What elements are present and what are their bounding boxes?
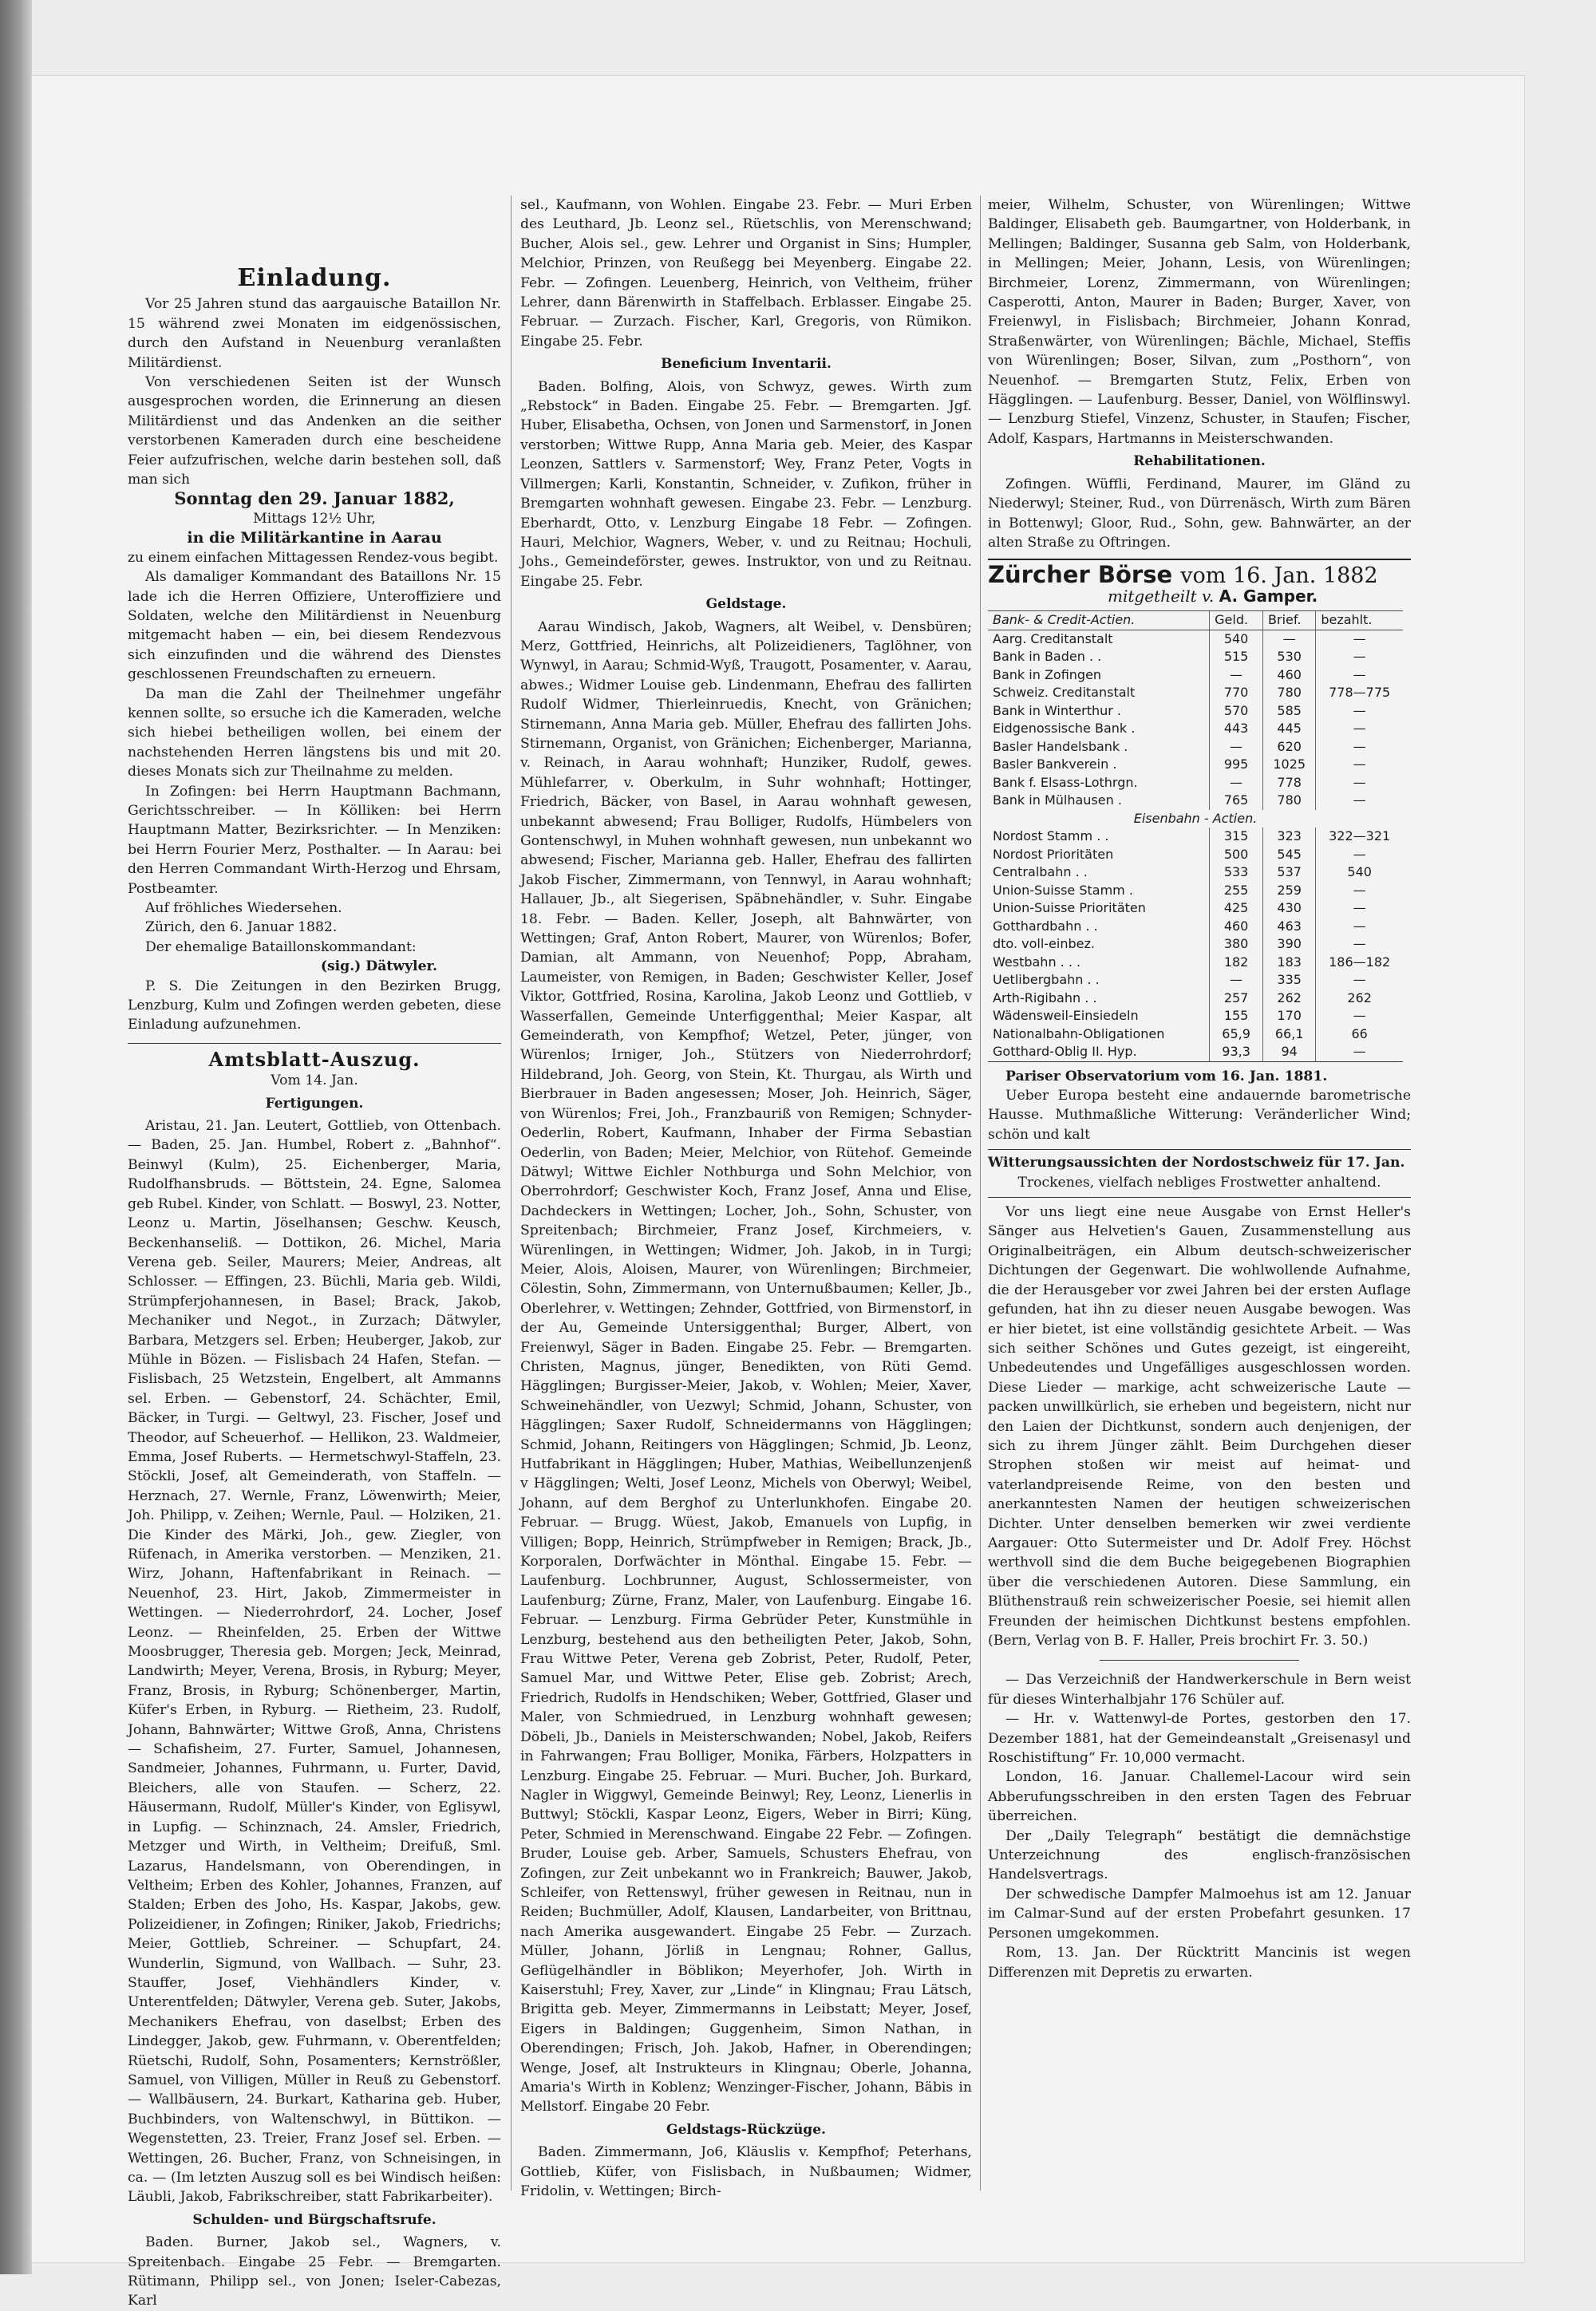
paragraph: Vor 25 Jahren stund das aargauische Bataillon Nr. 15 während zwei Monaten im eidgenössischen, durch den Aufstand in Neuenburg veranlaßten Militärdienst.: [128, 296, 501, 371]
paragraph: Baden. Bolfing, Alois, von Schwyz, gewes. Wirth zum „Rebstock“ in Baden. Eingabe 25. Febr. — Bremgarten. Jgf. Huber, Elisabetha, Ochsen, von Jonen und Sarmenstorf, in Jonen verstorben; Wittwe Rupp, Anna Maria geb. Meier, des Kaspar Leonzen, Sattlers v. Sarmenstorf; Wey, Franz Peter, Vogts in Villmergen; Karli, Konstantin, Schneider, v. Zufikon, früher in Bremgarten wohnhaft gewesen. Eingabe 23. Febr. — Lenzburg. Eberhardt, Otto, v. Lenzburg Eingabe 18 Febr. — Zofingen. Hauri, Melchior, Wagners, Weber, v. und zu Reitnau; Hochuli, Johs., Gemeindeförster, gewes. Instruktor, von und zu Reitnau. Eingabe 25. Febr.: [520, 378, 972, 590]
security-name: Uetlibergbahn . .: [993, 972, 1100, 988]
brief-cell: 94: [1263, 1043, 1316, 1061]
table-row: [988, 882, 1403, 900]
paragraph: Als damaliger Kommandant des Bataillons Nr. 15 lade ich die Herren Offiziere, Unteroffiziere und Soldaten, welche den Militärdienst in Neuenburg mitgemacht haben — ein, bei diesem Rendezvous sich einzufinden und die während des Dienstes geschlossenen Freundschaften zu erneuern.: [128, 569, 501, 683]
brief-cell: 183: [1263, 954, 1316, 972]
column-rule: [511, 196, 512, 2191]
separator: [988, 1149, 1411, 1150]
security-name: Union-Suisse Prioritäten: [993, 900, 1146, 916]
bezahlt-cell: 66: [1316, 1025, 1403, 1044]
geld-cell: 255: [1210, 882, 1263, 900]
column-header: Brief.: [1263, 611, 1316, 630]
paragraph: zu einem einfachen Mittagessen Rendez-vous begibt.: [128, 549, 499, 566]
boerse-name: Zürcher Börse: [988, 561, 1173, 589]
bezahlt-cell: 540: [1316, 863, 1403, 882]
column-2: [520, 196, 972, 2200]
table-row: [988, 702, 1403, 721]
paragraph: Ueber Europa besteht eine andauernde barometrische Hausse. Muthmaßliche Witterung: Veränderlicher Wind; schön und kalt: [988, 1088, 1411, 1143]
boerse-date: vom 16. Jan. 1882: [1180, 563, 1378, 589]
brief-cell: 780: [1263, 684, 1316, 702]
bezahlt-cell: 322—321: [1316, 828, 1403, 846]
security-name: Centralbahn . .: [993, 864, 1088, 880]
separator: [128, 1043, 501, 1044]
bezahlt-cell: 186—182: [1316, 954, 1403, 972]
boerse-table: [988, 610, 1403, 1062]
brief-cell: 390: [1263, 935, 1316, 954]
column-rule: [980, 196, 981, 2191]
byline-prefix: mitgetheilt v.: [1108, 586, 1215, 606]
security-name: Schweiz. Creditanstalt: [993, 685, 1136, 701]
table-row: [988, 863, 1403, 882]
paragraph: Zofingen. Wüffli, Ferdinand, Maurer, im Gländ zu Niederwyl; Steiner, Rud., von Dürrenäsch, Wirth zum Bären in Bottenwyl; Gloor, Rud., Sohn, gew. Bahnwärter, an der alten Straße zu Oftringen.: [988, 476, 1411, 551]
paragraph: Der ehemalige Bataillonskommandant:: [145, 938, 417, 955]
bezahlt-cell: —: [1316, 666, 1403, 685]
geld-cell: —: [1210, 738, 1263, 757]
bezahlt-cell: 262: [1316, 990, 1403, 1008]
table-row: [988, 792, 1403, 810]
section-heading: Rehabilitationen.: [1133, 453, 1266, 470]
geld-cell: 515: [1210, 648, 1263, 666]
paragraph: Auf fröhliches Wiedersehen.: [145, 900, 342, 916]
brief-cell: 545: [1263, 846, 1316, 864]
paragraph: Aristau, 21. Jan. Leutert, Gottlieb, von Ottenbach. — Baden, 25. Jan. Humbel, Robert z. „Bahnhof“. Beinwyl (Kulm), 25. Eichenberger, Maria, Rudolfhansbruds. — Böttstein, 24. Egne, Salomea geb Rubel. Kinder, von Schlatt. — Boswyl, 23. Notter, Leonz u. Martin, Jöselhansen; Geschw. Keusch, Beckenhanseliß. — Dottikon, 26. Michel, Maria Verena geb. Seiler, Maurers; Meier, Andreas, alt Schlosser. — Effingen, 23. Büchli, Maria geb. Wildi, Strümpferjohannesen, in Basel; Brack, Jakob, Mechaniker und Negot., in Zurzach; Dätwyler, Barbara, Metzgers sel. Erben; Heuberger, Jakob, zur Mühle in Bözen. — Fislisbach 24 Hafen, Stefan. — Fislisbach, 25 Wetzstein, Engelbert, alt Ammanns sel. Erben. — Gebenstorf, 24. Schächter, Emil, Bäcker, in Turgi. — Geltwyl, 23. Fischer, Josef und Theodor, auf Scheuerhof. — Hellikon, 23. Waldmeier, Emma, Josef Ruberts. — Hermetschwyl-Staffeln, 23. Stöckli, Josef, alt Gemeinderath, von Staffeln. — Herznach, 27. Wernle, Franz, Löwenwirth; Meier, Joh. Philipp, v. Zeihen; Wernle, Paul. — Holziken, 21. Die Kinder des Märki, Joh., gew. Ziegler, von Rüfenach, in Amerika verstorben. — Menziken, 21. Wirz, Johann, Haftenfabrikant in Reinach. — Neuenhof, 23. Hirt, Jakob, Zimmermeister in Wettingen. — Niederrohrdorf, 24. Locher, Josef Leonz. — Rheinfelden, 25. Erben der Wittwe Moosbrugger, Theresia geb. Morgen; Jeck, Meinrad, Landwirth; Meyer, Verena, Brosis, in Ryburg; Meyer, Franz, Brosis, in Ryburg; Schönenberger, Martin, Küfer's Erben, in Ryburg. — Rietheim, 23. Rudolf, Johann, Bahnwärter; Wittwe Groß, Anna, Christens — Schafisheim, 27. Furter, Samuel, Johannesen, Sandmeier, Johannes, Fuhrmann, u. Furter, David, Bleichers, alle von Staufen. — Scherz, 22. Häusermann, Rudolf, Müller's Kinder, von Eglisywl, in Lupfig. — Schinznach, 24. Amsler, Friedrich, Metzger und Wirth, in Veltheim; Dreifuß, Sml. Lazarus, Handelsmann, von Oberendingen, in Veltheim; Erben des Kohler, Johannes, Franzen, auf Stalden; Erben des Joho, Hs. Kaspar, Jakobs, gew. Polizeidiener, in Zofingen; Riniker, Jakob, Friedrichs; Meier, Gottlieb, Schreiner. — Schupfart, 24. Wunderlin, Sigmund, von Wallbach. — Suhr, 23. Stauffer, Josef, Viehhändlers Kinder, v. Unterentfelden; Dätwyler, Verena geb. Suter, Jakobs, Mechanikers Ehefrau, von daselbst; Erben des Lindegger, Jakob, gew. Fuhrmann, v. Oberentfelden; Rüetschi, Rudolf, Sohn, Posamenters; Kernströßler, Samuel, von Villigen, Müller in Reuß zu Gebenstorf. — Wallbäusern, 24. Burkart, Katharina geb. Huber, Buchbinders, von Waltenschwyl, in Büttikon. — Wegenstetten, 23. Treier, Franz Josef sel. Erben. — Wettingen, 26. Bucher, Franz, von Schneisingen, in ca. — (Im letzten Auszug soll es bei Windisch heißen: Läubli, Jakob, Fabrikschreiber, statt Fabrikarbeiter).: [128, 1118, 501, 2206]
amtsblatt-title: Amtsblatt-Auszug.: [208, 1047, 421, 1071]
paragraph: Der „Daily Telegraph“ bestätigt die demnächstige Unterzeichnung des englisch-französischen Handelsvertrags.: [988, 1827, 1411, 1883]
newspaper-page: [32, 76, 1524, 2309]
geld-cell: 460: [1210, 918, 1263, 936]
bezahlt-cell: —: [1316, 882, 1403, 900]
paragraph: Baden. Burner, Jakob sel., Wagners, v. Spreitenbach. Eingabe 25 Febr. — Bremgarten. Rütimann, Philipp sel., von Jonen; Iseler-Cabezas, Karl: [128, 2234, 501, 2309]
bezahlt-cell: —: [1316, 899, 1403, 918]
brief-cell: 66,1: [1263, 1025, 1316, 1044]
geld-cell: 533: [1210, 863, 1263, 882]
geld-cell: 65,9: [1210, 1025, 1263, 1044]
column-header: bezahlt.: [1316, 611, 1403, 630]
bezahlt-cell: —: [1316, 774, 1403, 792]
table-row: [988, 935, 1403, 954]
bezahlt-cell: —: [1316, 702, 1403, 721]
security-name: Bank in Mülhausen .: [993, 792, 1122, 808]
geld-cell: 765: [1210, 792, 1263, 810]
column-3: [988, 196, 1411, 2183]
table-row: [988, 720, 1403, 738]
table-row: [988, 846, 1403, 864]
binding-edge: [0, 0, 32, 2274]
observatorium-head: Pariser Observatorium vom 16. Jan. 1881.: [1005, 1068, 1328, 1084]
bezahlt-cell: —: [1316, 648, 1403, 666]
paragraph: Da man die Zahl der Theilnehmer ungefähr kennen sollte, so ersuche ich die Kameraden, welche sich hiebei betheiligen wollen, bei einem der nachstehenden Herren längstens bis und mit 20. dieses Monats sich zur Theilnahme zu melden.: [128, 685, 501, 780]
security-name: Union-Suisse Stamm .: [993, 882, 1133, 898]
security-name: Westbahn . . .: [993, 954, 1081, 970]
paragraph: Aarau Windisch, Jakob, Wagners, alt Weibel, v. Densbüren; Merz, Gottfried, Heinrichs, alt Polizeidieners, Taglöhner, von Wynwyl, in Aarau; Schmid-Wyß, Traugott, Posamenter, v. Aarau, abwes.; Widmer Louise geb. Lindenmann, Ehefrau des fallirten Rudolf Widmer, Thierleinruedis, Knecht, von Gränichen; Stirnemann, Anna Maria geb. Müller, Ehefrau des fallirten Johs. Stirnemann, Organist, von Gränichen; Eichenberger, Marianna, v. Reinach, in Aarau wohnhaft; Hunziker, Rudolf, gewes. Mühlefarrer, v. Oberkulm, in Suhr wohnhaft; Hottinger, Friedrich, Bäcker, von Basel, in Aarau wohnhaft gewesen, unbekannt abwesend; Frau Bolliger, Rudolfs, Hümbelers von Gontenschwyl, in Muhen wohnhaft gewesen, nun unbekannt wo abwesend; Fischer, Marianna geb. Haller, Ehefrau des fallirten Jakob Fischer, Zimmermann, von Tennwyl, in Aarau wohnhaft; Hallauer, Jb., alt Siegerisen, Späbnehändler, v. Suhr. Eingabe 18. Febr. — Baden. Keller, Joseph, alt Bahnwärter, von Wettingen; Graf, Anton Robert, Maurer, von Würenlos; Bofer, Damian, alt Ammann, von Neuenhof; Popp, Abraham, Laumeister, von Remigen, in Baden; Geschwister Keller, Josef Viktor, Gottfried, Rosina, Karolina, Jakob Leonz und Gottlieb, v Wasserfallen, Gemeinde Unterfiggenthal; Meier Kaspar, alt Gemeinderath, von Kempfhof; Wetzel, Peter, jünger, von Würenlos; Irniger, Joh., Stützers von Niederrohrdorf; Hildebrand, Joh. Georg, von Stein, Kt. Thurgau, als Wirth und Bierbrauer in Baden angesessen; Moser, Joh. Heinrich, Säger, von Würenlos; Frei, Joh., Franzbauriß von Remigen; Schnyder-Oederlin, Robert, Kaufmann, Inhaber der Firma Sebastian Oederlin, von Baden; Meier, Melchior, von Rütehof. Gemeinde Dätwyl; Wittwe Eichler Nothburga und Sohn Melchior, von Oberrohrdorf; Geschwister Koch, Franz Josef, Anna und Elise, Dachdeckers in Wettingen; Locher, Joh., Sohn, Schuster, von Spreitenbach; Birchmeier, Franz Josef, Kirchmeiers, v. Würenlingen, in Wettingen; Widmer, Joh. Jakob, in in Turgi; Meier, Alois, Aloisen, Maurer, von Würenlingen; Birchmeier, Cölestin, Sohn, Zimmermann, von Unternußbaumen; Keller, Jb., Oberlehrer, v. Wettingen; Zehnder, Gottfried, von Birmenstorf, in der Au, Gemeinde Untersiggenthal; Burger, Albert, von Freienwyl, Säger in Baden. Eingabe 25. Febr. — Bremgarten. Christen, Magnus, jünger, Benedikten, von Rüti Gemd. Hägglingen; Burgisser-Meier, Jakob, v. Wohlen; Meier, Xaver, Schweinehändler, von Uezwyl; Schmid, Johann, Schuster, von Hägglingen; Saxer Rudolf, Schneidermanns von Hägglingen; Schmid, Johann, Reitingers von Hägglingen; Schmid, Jb. Leonz, Hutfabrikant in Hägglingen; Huber, Mathias, Weibellunzenjenß v Hägglingen; Welti, Josef Leonz, Michels von Oberwyl; Weibel, Johann, auf dem Berghof zu Unterlunkhofen. Eingabe 20. Februar. — Brugg. Wüest, Jakob, Emanuels von Lupfig, in Villigen; Bopp, Heinrich, Strümpfweber in Remigen; Brack, Jb., Korporalen, Dorfwächter in Mönthal. Eingabe 15. Febr. — Laufenburg. Lochbrunner, August, Schlossermeister, von Laufenburg; Zürne, Franz, Maler, von Laufenburg. Eingabe 16. Februar. — Lenzburg. Firma Gebrüder Peter, Kunstmühle in Lenzburg, bestehend aus den betheiligten Peter, Jakob, Sohn, Frau Wittwe Peter, Verena geb Zobrist, Peter, Rudolf, Peter, Samuel Mar, und Wittwe Peter, Elise geb. Zobrist; Arech, Friedrich, Rudolfs in Hendschiken; Weber, Gottfried, Glaser und Maler, von Schmiedrued, in Lenzburg wohnhaft gewesen; Döbeli, Jb., Daniels in Meisterschwanden; Nobel, Jakob, Reifers in Fahrwangen; Frau Bolliger, Monika, Färbers, Holzpatters in Lenzburg. Eingabe 25. Februar. — Muri. Bucher, Joh. Burkard, Nagler in Wiggwyl, Gemeinde Beinwyl; Rey, Leonz, Lienerlis in Buttwyl; Stöckli, Kaspar Leonz, Eigers, Weber in Birri; Küng, Peter, Schmied in Merenschwand. Eingabe 22 Febr. — Zofingen. Bruder, Louise geb. Arber, Samuels, Schusters Ehefrau, von Zofingen, zur Zeit unbekannt wo in Frankreich; Bauwer, Jakob, Schleifer, von Rettenswyl, früher gewesen in Reitnau, nun in Reiden; Buchmüller, Adolf, Klausen, Landarbeiter, von Brittnau, nach Amerika ausgewandert. Eingabe 25 Febr. — Zurzach. Müller, Johann, Jörliß in Lengnau; Rohner, Gallus, Geflügelhändler in Böblikon; Meyerhofer, Joh. Wirth in Kaiserstuhl; Frey, Xaver, zur „Linde“ in Klingnau; Frau Lätsch, Brigitta geb. Meyer, Zimmermanns in Leibstatt; Meyer, Josef, Eigers in Baldingen; Guggenheim, Simon Nathan, in Oberendingen; Frisch, Joh. Jakob, Hafner, in Oberendingen; Wenge, Josef, alt Instrukteurs in Klingnau; Oberle, Johanna, Amaria's Wirth in Koblenz; Wenzinger-Fischer, Johann, Bäbis in Mellstorf. Eingabe 20 Febr.: [520, 618, 972, 2115]
security-name: Basler Bankverein .: [993, 757, 1117, 772]
paragraph: meier, Wilhelm, Schuster, von Würenlingen; Wittwe Baldinger, Elisabeth geb. Baumgartner, von Holderbank, in Mellingen; Baldinger, Susanna geb Salm, von Holderbank, in Mellingen; Meier, Johann, Lesis, von Würenlingen; Birchmeier, Lorenz, Zimmermann, von Würenlingen; Casperotti, Anton, Maurer in Baden; Burger, Xaver, von Freienwyl, in Fislisbach; Birchmeier, Johann Konrad, Straßenwärter, von Würenlingen; Bächle, Michael, Steffis von Würenlingen; Boser, Silvan, zum „Posthorn“, von Neuenhof. — Bremgarten Stutz, Felix, Erben von Hägglingen. — Laufenburg. Besser, Daniel, von Wölflinswyl. — Lenzburg Stiefel, Vinzenz, Schuster, in Staufen; Fischer, Adolf, Kaspars, Hartmanns in Meisterschwanden.: [988, 197, 1411, 447]
geld-cell: 995: [1210, 756, 1263, 774]
brief-cell: 460: [1263, 666, 1316, 685]
brief-cell: 620: [1263, 738, 1316, 757]
security-name: Basler Handelsbank .: [993, 738, 1128, 754]
geld-cell: 770: [1210, 684, 1263, 702]
table-row: [988, 684, 1403, 702]
section-heading: Geldstage.: [705, 596, 787, 613]
einladung-title: Einladung.: [237, 264, 392, 292]
security-name: Bank f. Elsass-Lothrgn.: [993, 774, 1138, 790]
geld-cell: 540: [1210, 630, 1263, 648]
brief-cell: 780: [1263, 792, 1316, 810]
security-name: Nordost Prioritäten: [993, 846, 1114, 862]
security-name: Aarg. Creditanstalt: [993, 630, 1113, 646]
paragraph: London, 16. Januar. Challemel-Lacour wird sein Abberufungsschreiben in den ersten Tagen des Februar überreichen.: [988, 1769, 1411, 1825]
geld-cell: —: [1210, 774, 1263, 792]
bezahlt-cell: —: [1316, 738, 1403, 757]
table-row: [988, 954, 1403, 972]
table-row: [988, 828, 1403, 846]
postscript: P. S. Die Zeitungen in den Bezirken Brugg, Lenzburg, Kulm und Zofingen werden gebeten, diese Einladung aufzunehmen.: [128, 978, 501, 1033]
bezahlt-cell: 778—775: [1316, 684, 1403, 702]
geld-cell: 315: [1210, 828, 1263, 846]
boerse-title: [988, 559, 1411, 589]
bezahlt-cell: —: [1316, 792, 1403, 810]
table-header-row: [988, 611, 1403, 630]
bezahlt-cell: —: [1316, 720, 1403, 738]
security-name: Gotthard-Oblig II. Hyp.: [993, 1044, 1137, 1060]
table-row: [988, 1043, 1403, 1061]
security-name: Gotthardbahn . .: [993, 918, 1098, 934]
table-row: [988, 666, 1403, 685]
brief-cell: 430: [1263, 899, 1316, 918]
geld-cell: 570: [1210, 702, 1263, 721]
bezahlt-cell: —: [1316, 630, 1403, 648]
paragraph: sel., Kaufmann, von Wohlen. Eingabe 23. Febr. — Muri Erben des Leuthard, Jb. Leonz sel., Rüetschlis, von Merenschwand; Bucher, Alois sel., gew. Lehrer und Organist in Sins; Humpler, Melchior, Prinzen, von Reußegg bei Meyenberg. Eingabe 22. Febr. — Zofingen. Leuenberg, Heinrich, von Veltheim, früher Lehrer, dann Bärenwirth in Staffelbach. Erblasser. Eingabe 25. Februar. — Zurzach. Fischer, Karl, Gregoris, von Rümikon. Eingabe 25. Febr.: [520, 197, 972, 350]
bezahlt-cell: —: [1316, 971, 1403, 990]
geld-cell: —: [1210, 666, 1263, 685]
table-row: [988, 971, 1403, 990]
column-header: Geld.: [1210, 611, 1263, 630]
geld-cell: —: [1210, 971, 1263, 990]
security-name: Arth-Rigibahn . .: [993, 990, 1097, 1005]
geld-cell: 443: [1210, 720, 1263, 738]
table-group-row: [988, 810, 1403, 828]
geld-cell: 257: [1210, 990, 1263, 1008]
geld-cell: 93,3: [1210, 1043, 1263, 1061]
geld-cell: 155: [1210, 1007, 1263, 1025]
geld-cell: 500: [1210, 846, 1263, 864]
table-row: [988, 899, 1403, 918]
security-name: Bank in Winterthur .: [993, 702, 1121, 718]
security-name: Nationalbahn-Obligationen: [993, 1025, 1165, 1041]
column-header: Bank- & Credit-Actien.: [988, 611, 1210, 630]
witterung-head: Witterungsaussichten der Nordostschweiz für 17. Jan.: [988, 1155, 1405, 1171]
paragraph: In Zofingen: bei Herrn Hauptmann Bachmann, Gerichtsschreiber. — In Kölliken: bei Herrn Hauptmann Matter, Bezirksrichter. — In Menziken: bei Herrn Fourier Merz, Posthalter. — In Aarau: bei den Herren Commandant Wirth-Herzog und Ehrsam, Postbeamter.: [128, 783, 501, 897]
paragraph: Vor uns liegt eine neue Ausgabe von Ernst Heller's Sänger aus Helvetien's Gauen, Zusammenstellung aus Originalbeiträgen, ein Album deutsch-schweizerischer Dichtungen der Gegenwart. Die wohlwollende Aufnahme, die der Herausgeber vor zwei Jahren bei der ersten Auflage gefunden, hat ihn zu dieser neuen Ausgabe bewogen. Was er hier bietet, ist eine vollständig gesichtete Arbeit. — Was sich seither Schönes und Gutes gezeigt, ist eingereiht, Unbedeutendes und Ungefälliges ausgeschlossen worden. Diese Lieder — markige, acht schweizerische Laute — packen unwillkürlich, sie erheben und begeistern, nicht nur den Laien der Dichtkunst, sondern auch denjenigen, der sich zu ihrem Jünger zählt. Beim Durchgehen dieser Strophen stoßen wir meist auf heimat- und vaterlandpreisende Reime, von den besten und anerkanntesten Namen der heutigen schweizerischen Dichter. Unter denselben bemerken wir zwei verdiente Aargauer: Otto Sutermeister und Dr. Adolf Frey. Höchst werthvoll sind die dem Buche beigegebenen Biographien über die verschiedenen Autoren. Diese Sammlung, ein Blüthenstrauß rein schweizerischer Poesie, sei hiemit allen Freunden der heimischen Dichtkunst bestens empfohlen. (Bern, Verlag von B. F. Haller, Preis brochirt Fr. 3. 50.): [988, 1204, 1411, 1649]
table-row: [988, 1007, 1403, 1025]
amtsblatt-date: Vom 14. Jan.: [271, 1073, 358, 1089]
byline-name: A. Gamper.: [1219, 586, 1318, 606]
paragraph: — Hr. v. Wattenwyl-de Portes, gestorben den 17. Dezember 1881, hat der Gemeindeanstalt „Greisenasyl und Roschistiftung“ Fr. 10,000 vermacht.: [988, 1711, 1411, 1767]
security-name: Wädensweil-Einsiedeln: [993, 1008, 1139, 1024]
table-row: [988, 774, 1403, 792]
bezahlt-cell: —: [1316, 756, 1403, 774]
brief-cell: 778: [1263, 774, 1316, 792]
security-name: Bank in Baden . .: [993, 649, 1102, 665]
event-time: Mittags 12½ Uhr,: [253, 510, 376, 527]
separator: [1100, 1660, 1299, 1661]
bezahlt-cell: —: [1316, 1007, 1403, 1025]
section-heading: Geldstags-Rückzüge.: [666, 2121, 826, 2138]
brief-cell: 259: [1263, 882, 1316, 900]
geld-cell: 380: [1210, 935, 1263, 954]
bezahlt-cell: —: [1316, 935, 1403, 954]
separator: [988, 1197, 1411, 1198]
brief-cell: 170: [1263, 1007, 1316, 1025]
observatorium: [988, 1067, 1411, 1145]
brief-cell: 1025: [1263, 756, 1316, 774]
bezahlt-cell: —: [1316, 918, 1403, 936]
brief-cell: 323: [1263, 828, 1316, 846]
event-date: Sonntag den 29. Januar 1882,: [174, 488, 455, 509]
table-row: [988, 1025, 1403, 1044]
brief-cell: 530: [1263, 648, 1316, 666]
table-row: [988, 918, 1403, 936]
security-name: Eidgenossische Bank .: [993, 721, 1136, 737]
bezahlt-cell: —: [1316, 1043, 1403, 1061]
brief-cell: 585: [1263, 702, 1316, 721]
table-row: [988, 630, 1403, 648]
paragraph: Von verschiedenen Seiten ist der Wunsch ausgesprochen worden, die Erinnerung an diesen Militärdienst und das Andenken an die seither verstorbenen Kameraden durch eine bescheidene Feier aufzufrischen, welche darin bestehen soll, daß man sich: [128, 374, 501, 488]
paragraph: Baden. Zimmermann, Jo6, Kläuslis v. Kempfhof; Peterhans, Gottlieb, Küfer, von Fislisbach, in Nußbaumen; Widmer, Fridolin, v. Wettingen; Birch-: [520, 2144, 972, 2200]
security-name: Nordost Stamm . .: [993, 828, 1109, 844]
security-name: dto. voll-einbez.: [993, 936, 1095, 952]
event-place: in die Militärkantine in Aarau: [187, 529, 442, 547]
geld-cell: 425: [1210, 899, 1263, 918]
paragraph: Zürich, den 6. Januar 1882.: [145, 919, 338, 936]
geld-cell: 182: [1210, 954, 1263, 972]
table-row: [988, 648, 1403, 666]
column-1: [128, 196, 501, 2309]
section-heading: Beneficium Inventarii.: [661, 356, 832, 373]
brief-cell: 262: [1263, 990, 1316, 1008]
table-row: [988, 990, 1403, 1008]
signature: (sig.) Dätwyler.: [320, 958, 437, 975]
brief-cell: 463: [1263, 918, 1316, 936]
security-name: Bank in Zofingen: [993, 666, 1102, 682]
brief-cell: 537: [1263, 863, 1316, 882]
boerse-byline: [988, 587, 1411, 606]
witterung-text: Trockenes, vielfach nebliges Frostwetter anhaltend.: [1017, 1174, 1381, 1191]
brief-cell: —: [1263, 630, 1316, 648]
brief-cell: 445: [1263, 720, 1316, 738]
bezahlt-cell: —: [1316, 846, 1403, 864]
section-heading: Schulden- und Bürgschaftsrufe.: [192, 2211, 437, 2228]
table-row: [988, 738, 1403, 757]
paragraph: Der schwedische Dampfer Malmoehus ist am 12. Januar im Calmar-Sund auf der ersten Probefahrt gesunken. 17 Personen umgekommen.: [988, 1886, 1411, 1942]
table-row: [988, 756, 1403, 774]
paragraph: Rom, 13. Jan. Der Rücktritt Mancinis ist wegen Differenzen mit Depretis zu erwarten.: [988, 1945, 1411, 1981]
group-label: Eisenbahn - Actien.: [1133, 810, 1258, 826]
brief-cell: 335: [1263, 971, 1316, 990]
paragraph: — Das Verzeichniß der Handwerkerschule in Bern weist für dieses Winterhalbjahr 176 Schüler auf.: [988, 1672, 1411, 1708]
section-heading: Fertigungen.: [265, 1095, 364, 1112]
